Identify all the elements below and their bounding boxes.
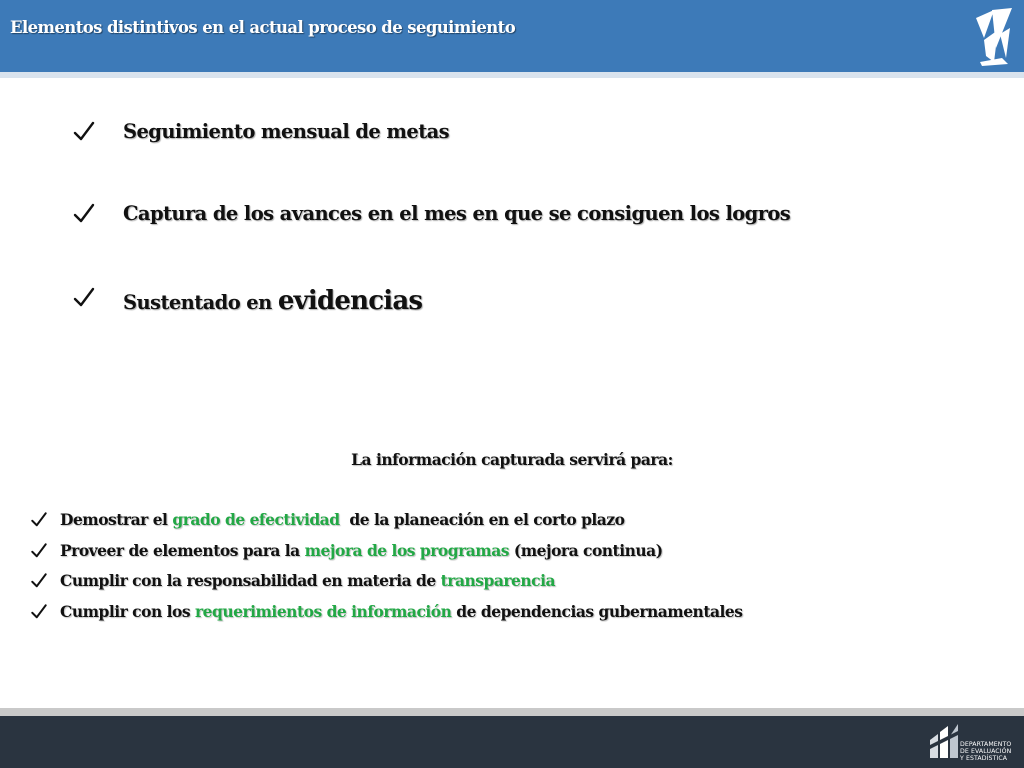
footer-bar [0,716,1024,768]
footer-org-line: DEPARTAMENTO [960,741,1012,748]
checkmark-icon [72,202,96,226]
footer-org-name [960,741,1011,762]
subtitle: La información capturada servirá para: [351,450,673,469]
checkmark-icon [72,120,96,144]
main-point-text: Seguimiento mensual de metas [123,120,450,143]
footer-org-line: Y ESTADÍSTICA [960,755,1008,762]
main-point-text: Captura de los avances en el mes en que se consiguen los logros [123,202,791,225]
sub-point-before: Cumplir con la responsabilidad en materia de [60,571,441,590]
sub-point-after: de dependencias gubernamentales [451,602,743,621]
sub-point-text [60,541,663,560]
sub-point-highlight: requerimientos de información [194,602,452,621]
checkmark-icon [72,286,96,310]
footer-org-line: DE EVALUACIÓN [960,748,1012,755]
sub-point-highlight: grado de efectividad [172,510,340,529]
checkmark-icon [30,511,48,529]
sub-point-after: (mejora continua) [508,541,663,560]
sub-point-text [60,510,625,529]
main-point-prefix: Sustentado en [123,291,278,314]
header-divider [0,72,1024,78]
sub-point-text [60,571,555,590]
sub-point-before: Cumplir con los [60,602,195,621]
paper-plane-logo-icon [972,8,1014,66]
sub-point-before: Demostrar el [60,510,173,529]
footer-divider [0,708,1024,716]
header-bar [0,0,1024,72]
emphasis-word: evidencias [277,286,423,316]
department-logo-icon [928,722,960,760]
sub-point-highlight: mejora de los programas [304,541,509,560]
checkmark-icon [30,603,48,621]
sub-point-highlight: transparencia [440,571,556,590]
sub-point-after: de la planeación en el corto plazo [339,510,625,529]
sub-point-text [60,602,743,621]
header-title: Elementos distintivos en el actual proceso de seguimiento [10,18,516,37]
checkmark-icon [30,542,48,560]
sub-point-before: Proveer de elementos para la [60,541,305,560]
main-point-text [123,286,422,316]
checkmark-icon [30,572,48,590]
